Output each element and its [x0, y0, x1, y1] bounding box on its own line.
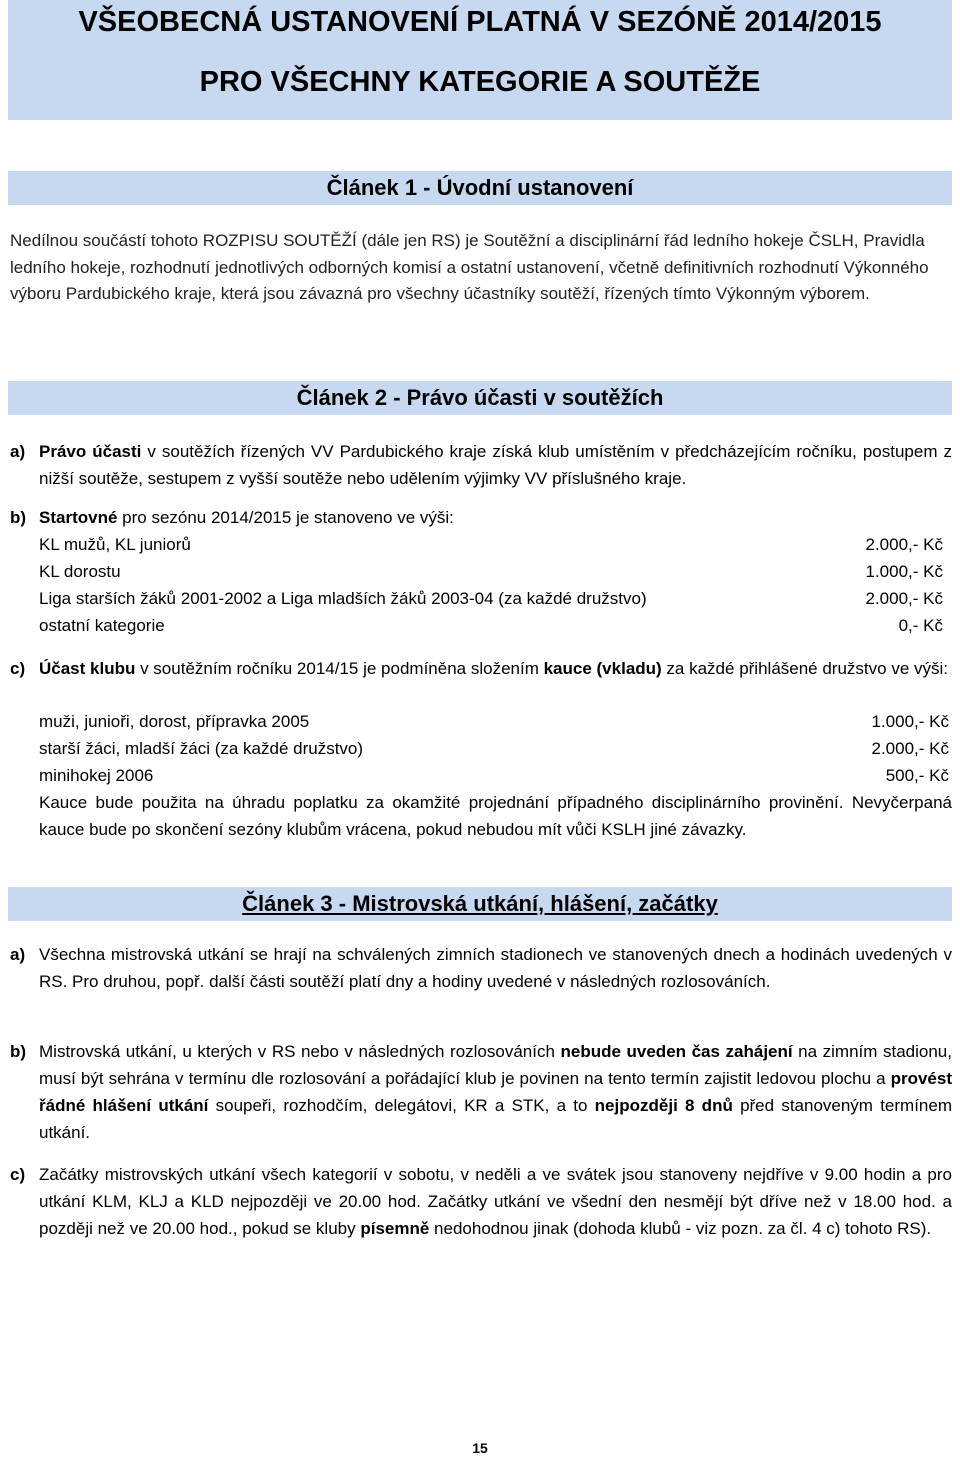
- fee-name: KL mužů, KL juniorů: [39, 535, 191, 554]
- section-label: c): [10, 1165, 26, 1184]
- section-a-text: v soutěžích řízených VV Pardubického kraje získá klub umístěním v předcházejícím ročníku, postupem z nižší soutěže, sestupem z vyšší soutěže nebo udělením výjimky VV příslušného kraje.: [39, 442, 952, 488]
- section-b-text-4: před stanoveným termínem utkání.: [39, 1096, 952, 1142]
- section-a-bold: Právo účasti: [39, 442, 142, 461]
- article-2-section-a: [10, 438, 952, 492]
- section-label: b): [10, 1042, 27, 1061]
- section-b-bold: Startovné: [39, 508, 118, 527]
- section-c-bold-1: Účast klubu: [39, 659, 136, 678]
- section-b-text-1: Mistrovská utkání, u kterých v RS nebo v následných rozlosováních: [39, 1042, 561, 1061]
- section-c-text-2: nedohodnou jinak (dohoda klubů - viz pozn. za čl. 4 c) tohoto RS).: [429, 1219, 932, 1238]
- section-label: b): [10, 508, 27, 527]
- title-line-1: VŠEOBECNÁ USTANOVENÍ PLATNÁ V SEZÓNĚ 2014/2015: [78, 6, 882, 38]
- deposit-value: 1.000,- Kč: [871, 712, 949, 731]
- section-b-text-2: na zimním stadionu, musí být sehrána v termínu dle rozlosování a pořádající klub je povinen na tento termín zajistit ledovou plochu a: [39, 1042, 952, 1088]
- deposit-row: [39, 708, 949, 735]
- section-c-text-1: Začátky mistrovských utkání všech kategorií v sobotu, v neděli a ve svátek jsou stanoveny nejdříve v 9.00 hodin a pro utkání KLM, KLJ a KLD nejpozději ve 20.00 hod. Začátky utkání ve všední den nesmějí být dříve než v 18.00 hod. a později než ve 20.00 hod., pokud se kluby: [39, 1165, 952, 1238]
- section-b-text: pro sezónu 2014/2015 je stanoveno ve výši:: [117, 508, 454, 527]
- fee-row: [39, 585, 949, 612]
- fee-value: 0,- Kč: [898, 616, 943, 635]
- title-banner: [8, 0, 952, 120]
- section-c-text-1: v soutěžním ročníku 2014/15 je podmíněna složením: [135, 659, 544, 678]
- deposit-name: starší žáci, mladší žáci (za každé družstvo): [39, 739, 364, 758]
- deposit-name: muži, junioři, dorost, přípravka 2005: [39, 712, 310, 731]
- article-3-section-a: [10, 941, 952, 995]
- fee-name: KL dorostu: [39, 562, 121, 581]
- section-label: c): [10, 659, 26, 678]
- section-c-bold-2: kauce (vkladu): [543, 659, 662, 678]
- section-label: a): [10, 945, 26, 964]
- fee-value: 2.000,- Kč: [865, 535, 943, 554]
- deposit-closing: [10, 789, 952, 843]
- section-b-text-3: soupeři, rozhodčím, delegátovi, KR a STK, a to: [208, 1096, 595, 1115]
- article-3-section-b: [10, 1038, 952, 1146]
- article-2-heading: Článek 2 - Právo účasti v soutěžích: [8, 381, 952, 415]
- fee-row: [39, 612, 949, 639]
- section-c-bold-1: písemně: [360, 1219, 430, 1238]
- fee-value: 2.000,- Kč: [865, 589, 943, 608]
- deposit-name: minihokej 2006: [39, 766, 154, 785]
- section-b-bold-2: provést řádné hlášení utkání: [39, 1069, 952, 1115]
- deposit-value: 2.000,- Kč: [871, 739, 949, 758]
- article-1-text: Nedílnou součástí tohoto ROZPISU SOUTĚŽÍ (dále jen RS) je Soutěžní a disciplinární řád ledního hokeje ČSLH, Pravidla ledního hokeje, rozhodnutí jednotlivých odborných komisí a ostatní ustanovení, včetně definitivních rozhodnutí Výkonného výboru Pardubického kraje, která jsou závazná pro všechny účastníky soutěží, řízených tímto Výkonným výborem.: [10, 231, 929, 303]
- article-2-section-b: [10, 504, 952, 531]
- fee-row: [39, 558, 949, 585]
- deposit-value: 500,- Kč: [885, 766, 949, 785]
- section-a-text: Všechna mistrovská utkání se hrají na schválených zimních stadionech ve stanovených dnech a hodinách uvedených v RS. Pro druhou, popř. další části soutěží platí dny a hodiny uvedené v následných rozlosováních.: [39, 945, 952, 991]
- article-2-section-c: [10, 655, 952, 682]
- section-label: a): [10, 442, 26, 461]
- deposit-row: [39, 735, 949, 762]
- section-b-bold-3: nejpozději 8 dnů: [594, 1096, 733, 1115]
- article-1-heading: Článek 1 - Úvodní ustanovení: [8, 171, 952, 205]
- fee-name: ostatní kategorie: [39, 616, 165, 635]
- article-3-heading: Článek 3 - Mistrovská utkání, hlášení, začátky: [8, 887, 952, 921]
- section-c-text-2: za každé přihlášené družstvo ve výši:: [661, 659, 949, 678]
- fee-value: 1.000,- Kč: [865, 562, 943, 581]
- page-number: 15: [472, 1440, 488, 1456]
- deposit-row: [39, 762, 949, 789]
- section-b-bold-1: nebude uveden čas zahájení: [560, 1042, 793, 1061]
- fee-row: [39, 531, 949, 558]
- deposit-closing-text: Kauce bude použita na úhradu poplatku za okamžité projednání případného disciplinárního provinění. Nevyčerpaná kauce bude po skončení sezóny klubům vrácena, pokud nebudou mít vůči KSLH jiné závazky.: [39, 793, 952, 839]
- article-3-section-c: [10, 1161, 952, 1242]
- fee-name: Liga starších žáků 2001-2002 a Liga mladších žáků 2003-04 (za každé družstvo): [39, 589, 647, 608]
- title-line-2: PRO VŠECHNY KATEGORIE A SOUTĚŽE: [199, 66, 761, 98]
